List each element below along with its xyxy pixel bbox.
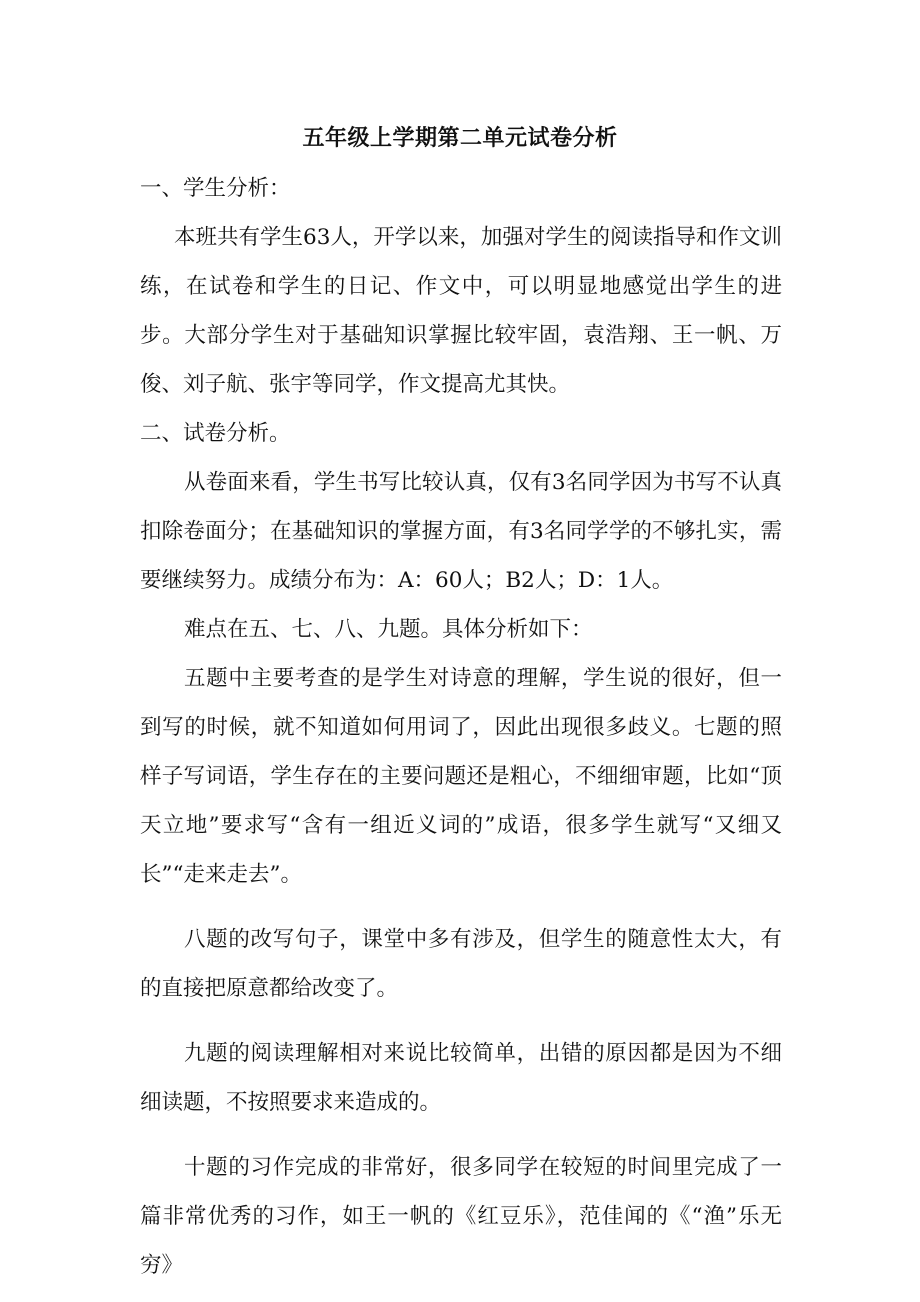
paragraph-question-nine: 九题的阅读理解相对来说比较简单，出错的原因都是因为不细细读题，不按照要求来造成的。 — [140, 1041, 782, 1115]
document-body — [140, 164, 782, 1290]
section-heading-student-analysis: 一、学生分析： — [140, 176, 291, 201]
document-title: 五年级上学期第二单元试卷分析 — [302, 125, 618, 151]
paragraph-student-analysis: 本班共有学生63人，开学以来，加强对学生的阅读指导和作文训练，在试卷和学生的日记、作文中，可以明显地感觉出学生的进步。大部分学生对于基础知识掌握比较牢固，袁浩翔、王一帆、万俊、刘子航、张宇等同学，作文提高尤其快。 — [140, 225, 782, 397]
paragraph-difficult-questions: 难点在五、七、八、九题。具体分析如下： — [184, 617, 593, 642]
paragraph-paper-overview: 从卷面来看，学生书写比较认真，仅有3名同学因为书写不认真扣除卷面分；在基础知识的掌握方面，有3名同学学的不够扎实，需要继续努力。成绩分布为：A：60人；B2人；D：1人。 — [140, 470, 782, 593]
paragraph-question-eight: 八题的改写句子，课堂中多有涉及，但学生的随意性太大，有的直接把原意都给改变了。 — [140, 927, 782, 1001]
paragraph-questions-five-seven: 五题中主要考查的是学生对诗意的理解，学生说的很好，但一到写的时候，就不知道如何用词了，因此出现很多歧义。七题的照样子写词语，学生存在的主要问题还是粗心，不细细审题，比如“顶天立地”要求写“含有一组近义词的”成语，很多学生就写“又细又长”“走来走去”。 — [140, 666, 782, 887]
section-heading-paper-analysis: 二、试卷分析。 — [140, 421, 291, 446]
paragraph-question-ten: 十题的习作完成的非常好，很多同学在较短的时间里完成了一篇非常优秀的习作，如王一帆的《红豆乐》，范佳闻的《“渔”乐无穷》 — [140, 1155, 782, 1278]
